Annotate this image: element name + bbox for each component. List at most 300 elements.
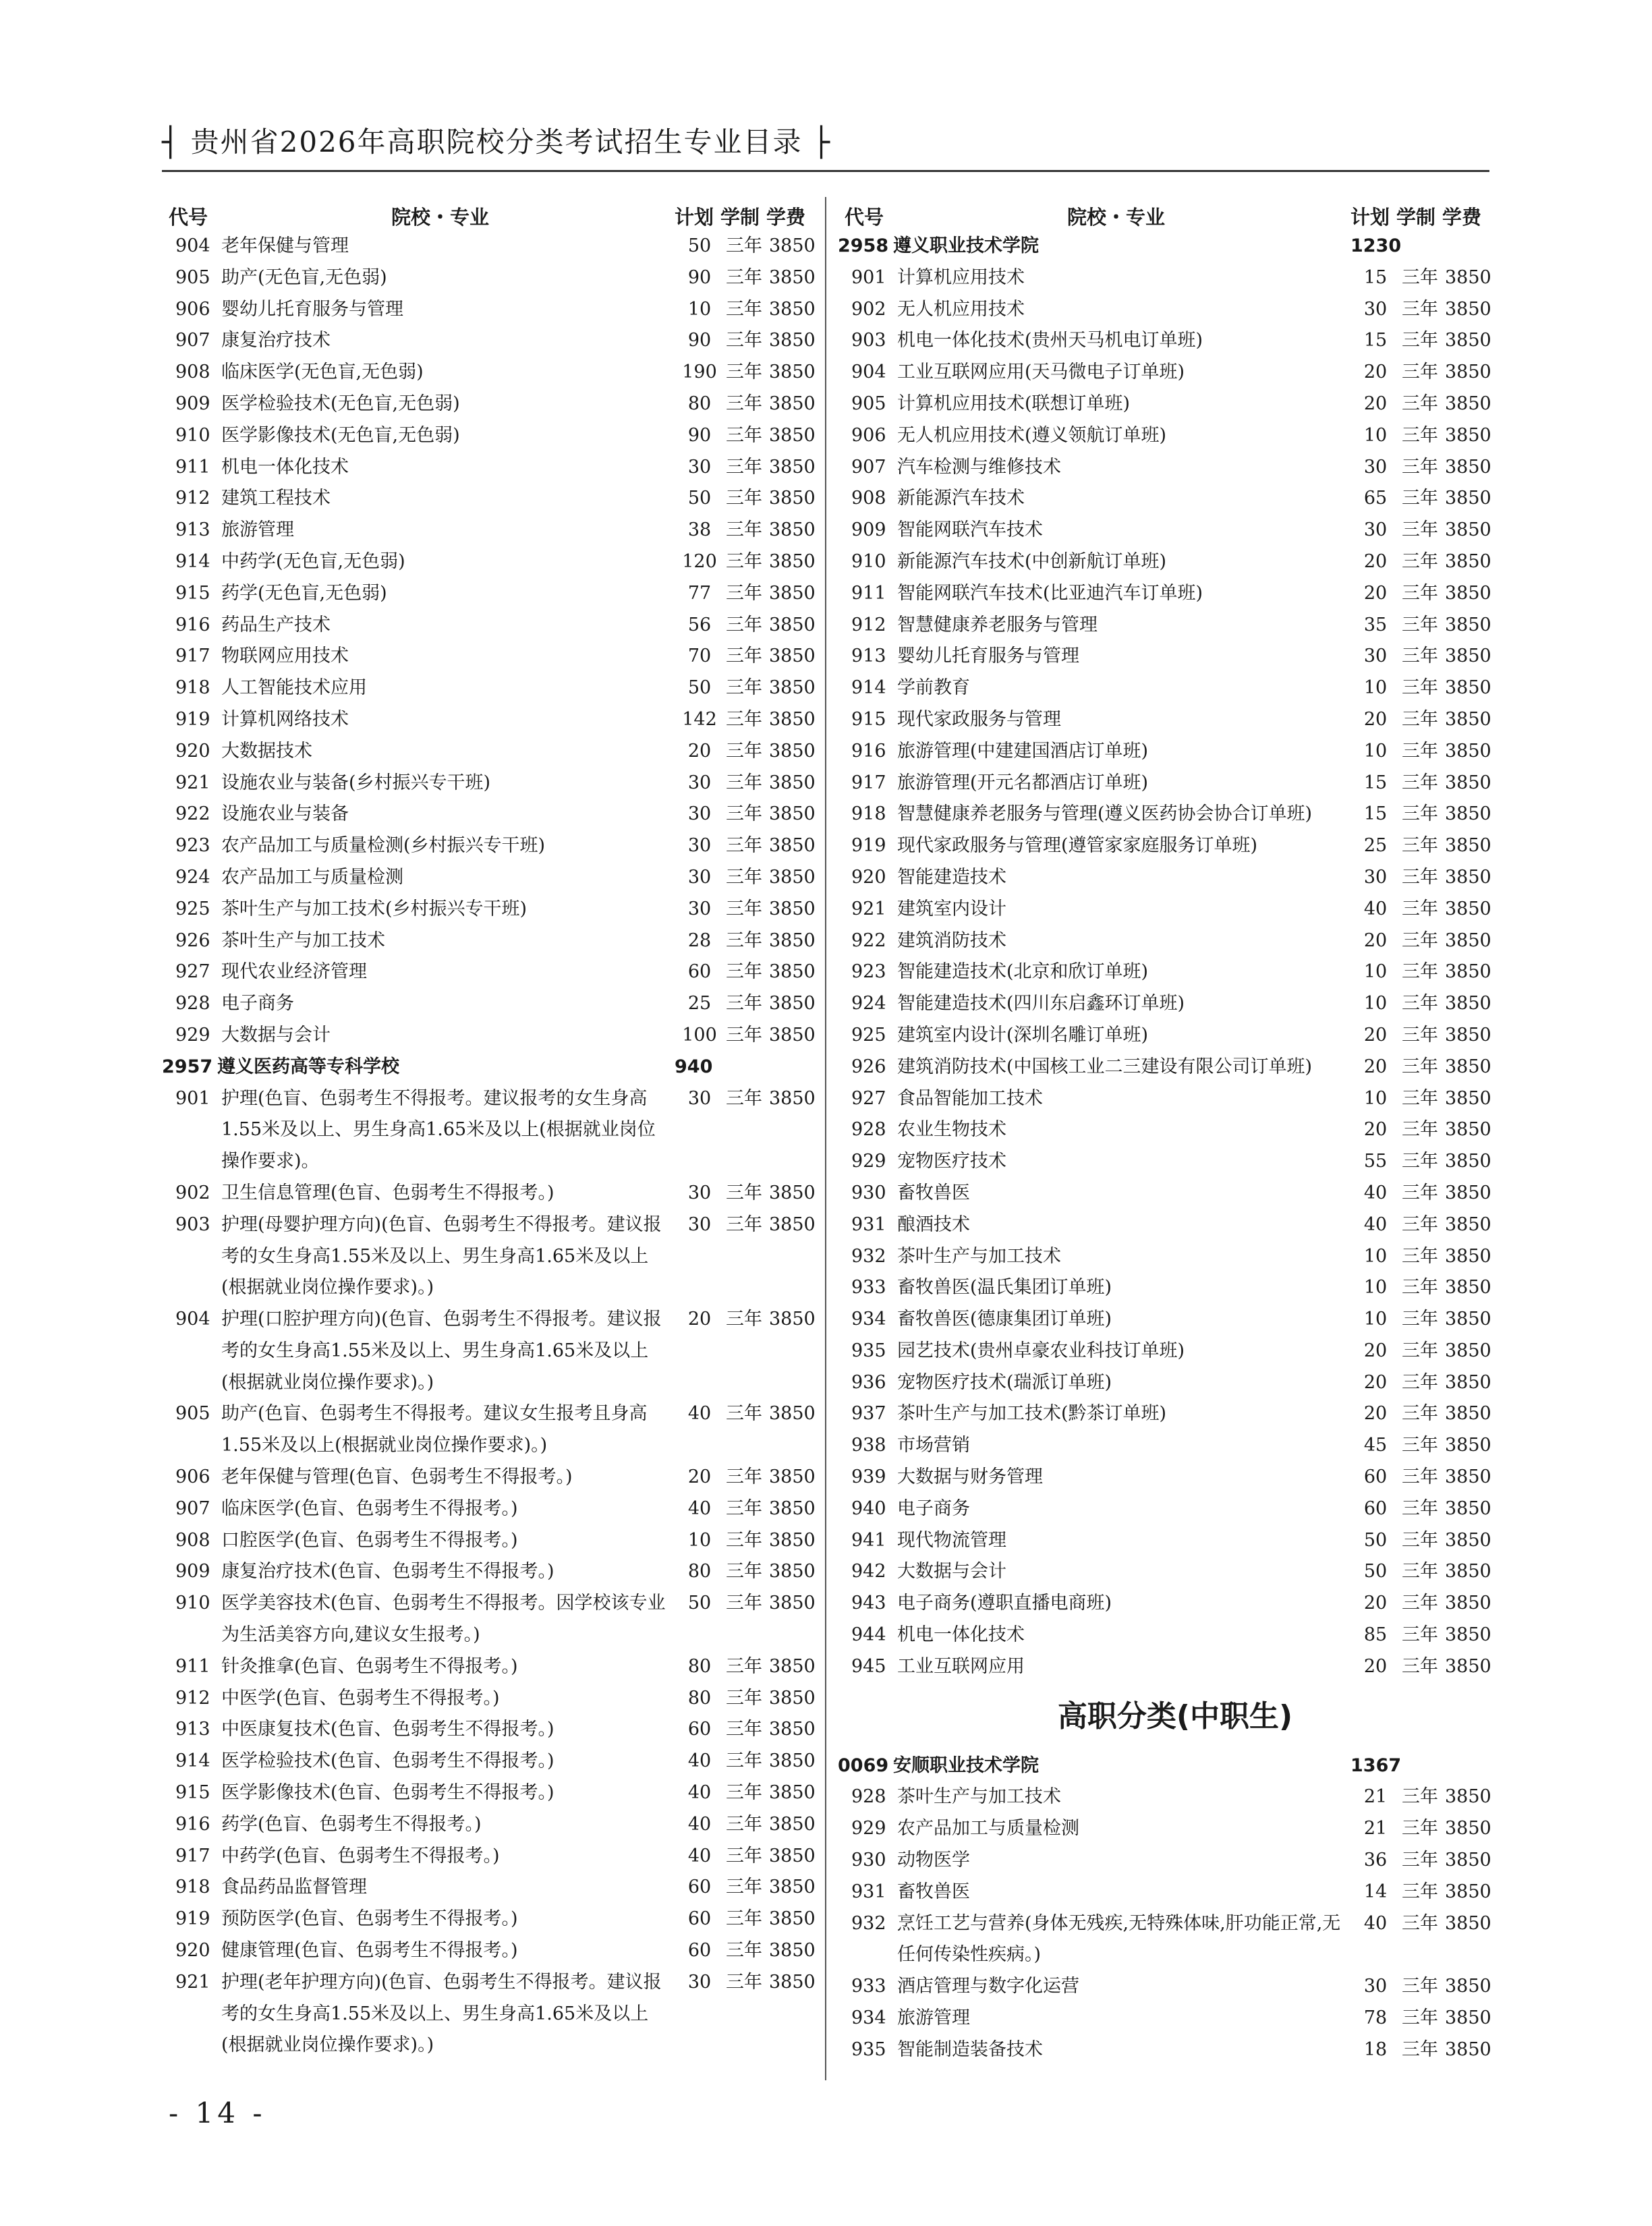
table-row [162, 262, 816, 294]
section-title: 高职分类(中职生) [1057, 1699, 1293, 1734]
major-fee: 3850 [1445, 2038, 1491, 2060]
major-fee: 3850 [769, 1655, 816, 1677]
major-system: 三年 [1402, 1497, 1438, 1519]
major-system: 三年 [726, 393, 762, 414]
major-fee: 3850 [1445, 740, 1491, 762]
table-row [162, 1304, 816, 1398]
table-row [162, 1651, 816, 1683]
major-code: 910 [851, 550, 886, 572]
table-row [838, 1209, 1491, 1241]
table-row [162, 673, 816, 704]
major-plan: 10 [687, 1529, 712, 1551]
table-row [838, 262, 1491, 294]
major-system: 三年 [1402, 1119, 1438, 1141]
major-plan: 15 [1363, 772, 1388, 793]
major-code: 929 [851, 1151, 886, 1172]
major-system: 三年 [1402, 961, 1438, 983]
major-plan: 30 [1363, 456, 1388, 478]
major-code: 937 [851, 1403, 886, 1425]
major-system: 三年 [726, 362, 762, 383]
major-code: 905 [851, 393, 886, 414]
major-fee: 3850 [769, 1529, 816, 1551]
major-system: 三年 [726, 266, 762, 288]
major-fee: 3850 [769, 456, 816, 478]
major-code: 921 [851, 898, 886, 919]
major-system: 三年 [726, 1087, 762, 1109]
major-plan: 20 [1363, 1340, 1388, 1361]
right-column [838, 200, 1491, 2066]
major-fee: 3850 [1445, 1024, 1491, 1046]
major-name: 中药学(无色盲,无色弱) [221, 550, 405, 572]
major-fee: 3850 [1445, 614, 1491, 635]
major-code: 909 [175, 393, 210, 414]
school-plan: 1367 [1350, 1754, 1402, 1776]
major-code: 939 [851, 1466, 886, 1488]
header-plan: 计划 [675, 206, 714, 229]
major-plan: 20 [1363, 1024, 1388, 1046]
major-name: 宠物医疗技术(瑞派订单班) [897, 1371, 1112, 1393]
major-name: 中医学(色盲、色弱考生不得报考。) [221, 1687, 500, 1709]
major-name: 智能制造装备技术 [897, 2038, 1043, 2060]
major-system: 三年 [726, 488, 762, 509]
major-code: 926 [851, 1056, 886, 1077]
major-system: 三年 [1402, 424, 1438, 446]
major-code: 904 [851, 362, 886, 383]
major-code: 940 [851, 1497, 886, 1519]
major-fee: 3850 [1445, 1309, 1491, 1330]
major-plan: 18 [1363, 2038, 1388, 2060]
table-row [162, 578, 816, 610]
major-fee: 3850 [1445, 803, 1491, 825]
major-system: 三年 [726, 1940, 762, 1962]
major-name: 计算机网络技术 [221, 708, 349, 730]
school-name: 遵义医药高等专科学校 [217, 1056, 399, 1077]
table-row [162, 1777, 816, 1809]
table-row [162, 1872, 816, 1904]
school-code: 0069 [838, 1754, 889, 1776]
major-plan: 30 [1363, 866, 1388, 888]
major-plan: 20 [1363, 930, 1388, 951]
major-plan: 15 [1363, 330, 1388, 351]
major-system: 三年 [1402, 266, 1438, 288]
school-code: 2957 [162, 1056, 213, 1077]
major-name: 畜牧兽医(温氏集团订单班) [897, 1277, 1112, 1298]
table-row [838, 1146, 1491, 1178]
major-name: 机电一体化技术 [897, 1624, 1025, 1646]
major-name: 畜牧兽医 [897, 1182, 970, 1203]
table-row [838, 1272, 1491, 1304]
major-plan: 100 [682, 1024, 717, 1046]
major-code: 910 [175, 424, 210, 446]
major-code: 935 [851, 2038, 886, 2060]
major-code: 928 [851, 1786, 886, 1808]
major-name: 电子商务 [897, 1497, 970, 1519]
major-fee: 3850 [769, 677, 816, 699]
major-system: 三年 [1402, 1435, 1438, 1456]
major-plan: 10 [1363, 1309, 1388, 1330]
table-row [162, 1588, 816, 1651]
table-row [838, 1877, 1491, 1908]
major-fee: 3850 [769, 1813, 816, 1835]
major-system: 三年 [726, 1845, 762, 1866]
major-plan: 142 [682, 708, 717, 730]
table-row [838, 673, 1491, 704]
school-row [838, 231, 1485, 262]
table-row [838, 2003, 1491, 2034]
major-fee: 3850 [1445, 266, 1491, 288]
school-name: 安顺职业技术学院 [893, 1754, 1039, 1776]
major-plan: 80 [687, 1687, 712, 1709]
major-name: 畜牧兽医 [897, 1881, 970, 1902]
major-system: 三年 [726, 298, 762, 320]
major-plan: 30 [687, 866, 712, 888]
table-row [838, 2034, 1491, 2066]
major-name: 现代家政服务与管理 [897, 708, 1061, 730]
major-fee: 3850 [769, 393, 816, 414]
major-fee: 3850 [1445, 993, 1491, 1015]
major-plan: 55 [1363, 1151, 1388, 1172]
major-name: 食品智能加工技术 [897, 1087, 1043, 1109]
major-plan: 30 [687, 1087, 712, 1109]
major-code: 932 [851, 1912, 886, 1934]
major-code: 936 [851, 1371, 886, 1393]
major-fee: 3850 [1445, 1655, 1491, 1677]
major-code: 923 [851, 961, 886, 983]
major-plan: 30 [687, 1182, 712, 1203]
major-fee: 3850 [769, 1182, 816, 1203]
major-name: 中药学(色盲、色弱考生不得报考。) [221, 1845, 500, 1866]
major-fee: 3850 [769, 1497, 816, 1519]
table-row [838, 1588, 1491, 1620]
major-code: 916 [851, 740, 886, 762]
major-code: 905 [175, 266, 210, 288]
header-system: 学制 [720, 206, 760, 229]
school-name: 遵义职业技术学院 [893, 235, 1039, 256]
table-header-right [838, 200, 1485, 231]
major-code: 938 [851, 1435, 886, 1456]
major-plan: 50 [687, 235, 712, 256]
major-plan: 85 [1363, 1624, 1388, 1646]
major-system: 三年 [1402, 1881, 1438, 1902]
major-fee: 3850 [1445, 1786, 1491, 1808]
major-name: 助产(无色盲,无色弱) [221, 266, 387, 288]
table-row [838, 1020, 1491, 1052]
school-plan: 1230 [1350, 235, 1402, 256]
table-row [838, 1114, 1491, 1146]
major-fee: 3850 [769, 1719, 816, 1740]
header-fee: 学费 [1442, 206, 1482, 229]
major-name: 临床医学(无色盲,无色弱) [221, 362, 424, 383]
table-row [162, 231, 816, 262]
major-system: 三年 [726, 1024, 762, 1046]
major-fee: 3850 [1445, 1466, 1491, 1488]
major-plan: 60 [687, 1719, 712, 1740]
major-system: 三年 [1402, 488, 1438, 509]
major-code: 927 [175, 961, 210, 983]
major-name: 计算机应用技术(联想订单班) [897, 393, 1131, 414]
major-system: 三年 [726, 1182, 762, 1203]
major-code: 915 [175, 582, 210, 604]
table-row [162, 452, 816, 484]
major-plan: 65 [1363, 488, 1388, 509]
major-name: 婴幼儿托育服务与管理 [221, 298, 403, 320]
table-row [838, 1052, 1491, 1083]
table-row [838, 641, 1491, 673]
major-system: 三年 [726, 772, 762, 793]
major-fee: 3850 [1445, 835, 1491, 857]
major-name: 预防医学(色盲、色弱考生不得报考。) [221, 1908, 518, 1930]
major-system: 三年 [1402, 1624, 1438, 1646]
major-fee: 3850 [769, 993, 816, 1015]
major-plan: 35 [1363, 614, 1388, 635]
major-system: 三年 [1402, 582, 1438, 604]
major-plan: 14 [1363, 1881, 1388, 1902]
major-system: 三年 [1402, 677, 1438, 699]
major-code: 922 [175, 803, 210, 825]
major-fee: 3850 [1445, 1976, 1491, 1997]
major-plan: 20 [1363, 1403, 1388, 1425]
major-fee: 3850 [769, 298, 816, 320]
major-fee: 3850 [1445, 1850, 1491, 1871]
table-row [838, 1845, 1491, 1877]
major-plan: 56 [687, 614, 712, 635]
major-plan: 60 [1363, 1497, 1388, 1519]
table-row [838, 1430, 1491, 1462]
major-fee: 3850 [1445, 1403, 1491, 1425]
table-row [162, 768, 816, 799]
school-plan: 940 [675, 1056, 713, 1077]
major-system: 三年 [726, 930, 762, 951]
major-system: 三年 [726, 993, 762, 1015]
header-system: 学制 [1396, 206, 1436, 229]
major-name: 智慧健康养老服务与管理 [897, 614, 1098, 635]
major-plan: 50 [687, 488, 712, 509]
major-fee: 3850 [1445, 1818, 1491, 1839]
major-system: 三年 [1402, 866, 1438, 888]
major-code: 930 [851, 1850, 886, 1871]
major-system: 三年 [726, 1466, 762, 1488]
table-row [162, 420, 816, 452]
table-row [838, 1493, 1491, 1525]
table-row [838, 1241, 1491, 1273]
major-fee: 3850 [769, 708, 816, 730]
major-plan: 20 [1363, 550, 1388, 572]
major-system: 三年 [1402, 330, 1438, 351]
major-code: 914 [851, 677, 886, 699]
school-row [162, 1052, 809, 1083]
table-row [162, 1020, 816, 1052]
major-system: 三年 [726, 1971, 762, 1993]
major-name: 茶叶生产与加工技术 [897, 1786, 1061, 1808]
table-row [838, 830, 1491, 862]
major-plan: 20 [687, 1466, 712, 1488]
major-name: 大数据技术 [221, 740, 312, 762]
major-code: 920 [851, 866, 886, 888]
major-fee: 3850 [769, 1845, 816, 1866]
major-system: 三年 [726, 1750, 762, 1772]
table-row [838, 957, 1491, 988]
major-code: 909 [175, 1561, 210, 1582]
major-plan: 40 [1363, 1182, 1388, 1203]
major-fee: 3850 [769, 1024, 816, 1046]
major-plan: 10 [1363, 424, 1388, 446]
major-name: 医学影像技术(无色盲,无色弱) [221, 424, 460, 446]
header-name: 院校・专业 [391, 206, 490, 229]
major-code: 904 [175, 1309, 210, 1330]
major-system: 三年 [1402, 298, 1438, 320]
major-plan: 20 [1363, 1056, 1388, 1077]
major-system: 三年 [726, 235, 762, 256]
major-name: 大数据与财务管理 [897, 1466, 1043, 1488]
major-system: 三年 [1402, 1655, 1438, 1677]
major-plan: 30 [687, 803, 712, 825]
major-plan: 80 [687, 1561, 712, 1582]
major-fee: 3850 [769, 330, 816, 351]
major-name: 工业互联网应用(天马微电子订单班) [897, 362, 1185, 383]
major-plan: 20 [1363, 393, 1388, 414]
major-code: 917 [175, 1845, 210, 1866]
table-row [162, 1935, 816, 1967]
major-fee: 3850 [769, 803, 816, 825]
table-row [838, 1367, 1491, 1399]
major-plan: 20 [1363, 362, 1388, 383]
major-fee: 3850 [769, 519, 816, 541]
major-system: 三年 [1402, 519, 1438, 541]
major-code: 907 [851, 456, 886, 478]
major-name: 口腔医学(色盲、色弱考生不得报考。) [221, 1529, 518, 1551]
major-code: 912 [851, 614, 886, 635]
major-plan: 50 [687, 1593, 712, 1614]
major-fee: 3850 [769, 1087, 816, 1109]
major-name: 园艺技术(贵州卓豪农业科技订单班) [897, 1340, 1185, 1361]
major-plan: 10 [1363, 993, 1388, 1015]
major-plan: 190 [682, 362, 717, 383]
major-system: 三年 [1402, 1309, 1438, 1330]
major-code: 901 [851, 266, 886, 288]
major-plan: 10 [1363, 677, 1388, 699]
table-row [838, 704, 1491, 736]
major-plan: 50 [1363, 1529, 1388, 1551]
major-code: 907 [175, 330, 210, 351]
table-row [838, 1398, 1491, 1430]
major-plan: 30 [1363, 646, 1388, 667]
major-name: 康复治疗技术(色盲、色弱考生不得报考。) [221, 1561, 554, 1582]
major-code: 927 [851, 1087, 886, 1109]
table-row [838, 610, 1491, 641]
major-fee: 3850 [1445, 772, 1491, 793]
major-fee: 3850 [769, 1403, 816, 1425]
column-divider [825, 197, 826, 2080]
major-code: 920 [175, 740, 210, 762]
major-name: 药学(无色盲,无色弱) [221, 582, 387, 604]
major-name: 药品生产技术 [221, 614, 331, 635]
major-name: 旅游管理(开元名都酒店订单班) [897, 772, 1149, 793]
major-plan: 30 [687, 835, 712, 857]
major-plan: 38 [687, 519, 712, 541]
major-fee: 3850 [1445, 1371, 1491, 1393]
major-fee: 3850 [1445, 1056, 1491, 1077]
major-code: 921 [175, 1971, 210, 1993]
major-code: 916 [175, 1813, 210, 1835]
major-fee: 3850 [769, 1309, 816, 1330]
major-plan: 20 [1363, 1655, 1388, 1677]
major-code: 915 [175, 1782, 210, 1804]
table-row [162, 483, 816, 515]
major-system: 三年 [726, 1687, 762, 1709]
major-system: 三年 [1402, 1976, 1438, 1997]
major-system: 三年 [1402, 803, 1438, 825]
table-row [162, 294, 816, 326]
major-code: 902 [175, 1182, 210, 1203]
table-row [838, 325, 1491, 357]
table-row [838, 768, 1491, 799]
major-code: 926 [175, 930, 210, 951]
major-name: 智能建造技术 [897, 866, 1006, 888]
major-fee: 3850 [1445, 866, 1491, 888]
major-code: 920 [175, 1940, 210, 1962]
major-name: 护理(口腔护理方向)(色盲、色弱考生不得报考。建议报考的女生身高1.55米及以上、男生身高1.65米及以上(根据就业岗位操作要求)。) [221, 1309, 662, 1393]
major-plan: 40 [687, 1782, 712, 1804]
major-fee: 3850 [769, 646, 816, 667]
major-fee: 3850 [769, 1214, 816, 1235]
table-row [162, 1209, 816, 1304]
major-fee: 3850 [1445, 519, 1491, 541]
major-code: 908 [175, 1529, 210, 1551]
major-plan: 25 [687, 993, 712, 1015]
table-row [838, 578, 1491, 610]
major-name: 酿酒技术 [897, 1214, 970, 1235]
table-row [838, 1971, 1491, 2003]
major-system: 三年 [1402, 2038, 1438, 2060]
major-code: 932 [851, 1245, 886, 1267]
header-fee: 学费 [766, 206, 806, 229]
table-row [162, 1683, 816, 1715]
major-plan: 20 [1363, 708, 1388, 730]
major-fee: 3850 [769, 1561, 816, 1582]
major-name: 康复治疗技术 [221, 330, 331, 351]
major-fee: 3850 [769, 1750, 816, 1772]
table-row [838, 894, 1491, 925]
major-plan: 50 [1363, 1561, 1388, 1582]
major-code: 918 [175, 677, 210, 699]
major-plan: 40 [687, 1497, 712, 1519]
header-name: 院校・专业 [1067, 206, 1166, 229]
major-plan: 28 [687, 930, 712, 951]
major-code: 928 [851, 1119, 886, 1141]
header-rule [162, 170, 1489, 172]
major-fee: 3850 [1445, 1340, 1491, 1361]
major-code: 909 [851, 519, 886, 541]
major-fee: 3850 [1445, 2007, 1491, 2029]
major-fee: 3850 [1445, 550, 1491, 572]
major-plan: 30 [1363, 1976, 1388, 1997]
major-plan: 40 [687, 1813, 712, 1835]
major-plan: 40 [1363, 1912, 1388, 1934]
major-plan: 30 [687, 1214, 712, 1235]
table-row [162, 515, 816, 546]
major-name: 农产品加工与质量检测(乡村振兴专干班) [221, 835, 546, 857]
major-system: 三年 [1402, 1850, 1438, 1871]
major-name: 现代物流管理 [897, 1529, 1006, 1551]
major-fee: 3850 [1445, 488, 1491, 509]
major-fee: 3850 [1445, 1435, 1491, 1456]
major-plan: 40 [1363, 1214, 1388, 1235]
major-plan: 10 [687, 298, 712, 320]
major-plan: 60 [1363, 1466, 1388, 1488]
major-fee: 3850 [769, 1940, 816, 1962]
table-row [162, 546, 816, 578]
major-fee: 3850 [769, 961, 816, 983]
